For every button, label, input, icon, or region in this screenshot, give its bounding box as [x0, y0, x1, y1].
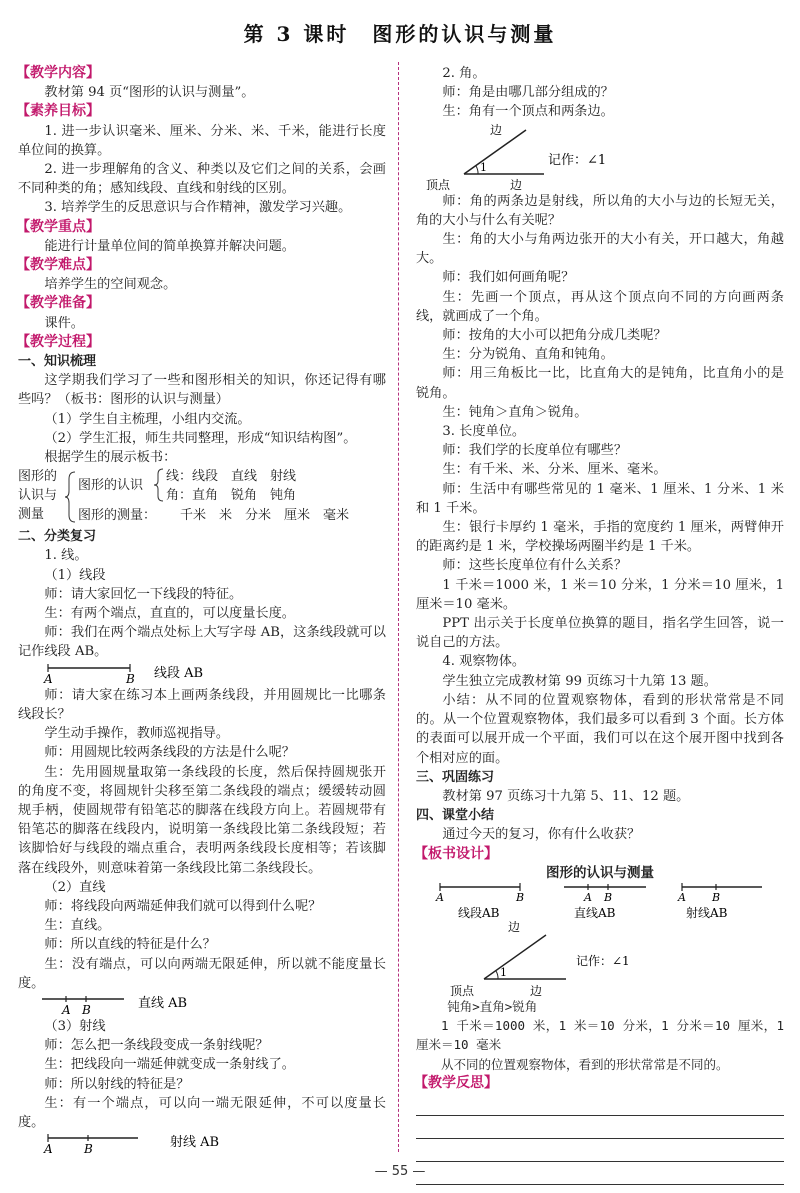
- line-2: （1）线段: [44, 567, 106, 583]
- angle-edge-bottom: 边: [510, 177, 523, 192]
- right-column: [416, 64, 784, 1185]
- r-line-24: 通过今天的复习，你有什么收获？: [442, 827, 641, 843]
- tree-branch-recognition: 图形的认识: [78, 478, 144, 494]
- brace-icon: [64, 471, 78, 523]
- board-angle-svg: [446, 921, 746, 997]
- board-order: 钝角>直角>锐角: [447, 998, 538, 1014]
- segment-ab-svg: [42, 662, 262, 686]
- goal-2: 2. 进一步理解角的含义、种类以及它们之间的关系，会画不同种类的角；感知线段、直线和射线的区别。: [18, 162, 386, 197]
- difficulty-text: 培养学生的空间观念。: [44, 277, 177, 293]
- tree-units: 千米 米 分米 厘米 毫米: [180, 508, 350, 524]
- line-17: 生：把线段向一端延伸就变成一条射线了。: [44, 1057, 295, 1073]
- para-3: （2）学生汇报，师生共同整理，形成“知识结构图”。: [44, 430, 357, 446]
- board-units: 1 千米＝1000 米，1 米＝10 分米，1 分米＝10 厘米，1 厘米＝10 毫米: [416, 1018, 784, 1053]
- section-4-title: 四、课堂小结: [416, 808, 495, 824]
- angle-edge-top: 边: [490, 122, 503, 137]
- r-line-11: 生：钝角＞直角＞锐角。: [442, 404, 588, 420]
- section-3-title: 三、巩固练习: [416, 769, 495, 785]
- tree-line-types: 线：线段 直线 射线: [166, 469, 297, 485]
- line-1: 1. 线。: [44, 548, 88, 564]
- line-6: 师：请大家在练习本上画两条线段，并用圆规比一比哪条线段长？: [18, 687, 386, 722]
- r-line-10: 师：用三角板比一比，比直角大的是钝角，比直角小的是锐角。: [416, 366, 784, 401]
- r-line-13: 师：我们学的长度单位有哪些？: [442, 443, 628, 459]
- board-seg-a: A: [436, 890, 444, 904]
- board-note: 记作：∠1: [576, 953, 630, 968]
- ray-ab-svg: [42, 1132, 262, 1156]
- r-line-3: 生：角有一个顶点和两条边。: [442, 104, 614, 120]
- ray-point-b: B: [84, 1142, 93, 1157]
- ray-label: 射线 AB: [170, 1135, 220, 1151]
- board-observe: 从不同的位置观察物体，看到的形状常常是不同的。: [441, 1056, 729, 1072]
- r-line-14: 生：有千米、米、分米、厘米、毫米。: [442, 462, 667, 478]
- r-line-22: 小结：从不同的位置观察物体，看到的形状常常是不同的。从一个位置观察物体，我们最多可以看到 3 个面。长方体的表面可以展开成一个平面，我们可以在这个展开图中找到各个相对应的面。: [416, 692, 784, 766]
- section-1-title: 一、知识梳理: [18, 354, 97, 370]
- r-line-12: 3. 长度单位。: [442, 424, 526, 440]
- line-7: 学生动手操作，教师巡视指导。: [44, 726, 230, 742]
- r-line-20: 4. 观察物体。: [442, 654, 526, 670]
- line-9: 生：先用圆规量取第一条线段的长度，然后保持圆规张开的角度不变，将圆规针尖移至第二条线段的端点；缓缓转动圆规手柄，使圆规带有铅笔芯的脚落在线段方向上。若圆规带有铅笔芯的脚落在线段内，说明第一条线段比第二条线段短；若该脚恰好与线段的端点重合，表明两条线段长度相等；若该脚落在线段外，则意味着第一条线段比第二条线段长。: [18, 764, 386, 876]
- board-line-label: 直线AB: [574, 905, 616, 920]
- para-2: （1）学生自主梳理，小组内交流。: [44, 411, 251, 427]
- line-3: 师：请大家回忆一下线段的特征。: [44, 586, 243, 602]
- heading-board: 【板书设计】: [414, 845, 498, 862]
- line-19: 生：有一个端点，可以向一端无限延伸，不可以度量长度。: [18, 1095, 386, 1130]
- tree-branch-measure: 图形的测量：: [78, 508, 157, 524]
- board-ray-a: A: [678, 890, 686, 904]
- board-angle-figure: [416, 921, 784, 997]
- angle-figure: [416, 122, 784, 192]
- para-1: 这学期我们学习了一些和图形相关的知识，你还记得有哪些吗？（板书：图形的认识与测量）: [18, 373, 386, 408]
- line-12: 生：直线。: [44, 918, 111, 934]
- line-8: 师：用圆规比较两条线段的方法是什么呢？: [44, 745, 295, 761]
- brace-small-icon: [153, 468, 165, 502]
- tree-root-line2: 认识与: [18, 488, 58, 504]
- reflection-line-3: [416, 1143, 784, 1162]
- ray-point-a: A: [44, 1142, 53, 1157]
- r-line-23: 教材第 97 页练习十九第 5、11、12 题。: [442, 788, 690, 804]
- tree-root: [18, 467, 57, 524]
- r-line-15: 师：生活中有哪些常见的 1 毫米、1 厘米、1 分米、1 米和 1 千米。: [416, 481, 784, 516]
- content-text: 教材第 94 页“图形的认识与测量”。: [44, 85, 255, 101]
- page-number: — 55 —: [374, 1164, 426, 1179]
- segment-point-a: A: [44, 671, 53, 686]
- r-line-1: 2. 角。: [442, 66, 486, 81]
- line-10: （2）直线: [44, 879, 106, 895]
- line-figure: [18, 993, 386, 1017]
- r-line-17: 师：这些长度单位有什么关系？: [442, 558, 628, 574]
- left-column: [18, 64, 386, 1156]
- r-line-6: 师：我们如何画角呢？: [442, 270, 575, 286]
- board-seg-b: B: [516, 890, 525, 904]
- r-line-19: PPT 出示关于长度单位换算的题目，指名学生回答，说一说自己的方法。: [416, 616, 784, 651]
- segment-figure: [18, 662, 386, 686]
- board-lines-figure: [416, 883, 784, 921]
- heading-key: 【教学重点】: [16, 218, 100, 235]
- angle-vertex-label: 顶点: [426, 177, 451, 192]
- tree-root-line1: 图形的: [18, 469, 58, 485]
- key-text: 能进行计量单位间的简单换算并解决问题。: [44, 238, 295, 254]
- column-divider: [398, 62, 399, 1152]
- line-point-b: B: [82, 1002, 91, 1017]
- r-line-16: 生：银行卡厚约 1 毫米，手指的宽度约 1 厘米，两臂伸开的距离约是 1 米，学校操场两圈半约是 1 千米。: [416, 520, 784, 555]
- r-line-7: 生：先画一个顶点，再从这个顶点向不同的方向画两条线，就画成了一个角。: [416, 289, 784, 324]
- line-ab-svg: [42, 993, 262, 1017]
- board-edge-bottom: 边: [530, 983, 543, 997]
- line-5: 师：我们在两个端点处标上大写字母 AB，这条线段就可以记作线段 AB。: [18, 625, 386, 660]
- r-line-18: 1 千米＝1000 米，1 米＝10 分米，1 分米＝10 厘米，1 厘米＝10 毫米。: [416, 577, 784, 612]
- tree-root-line3: 测量: [18, 507, 45, 523]
- line-point-a: A: [62, 1002, 71, 1017]
- heading-content: 【教学内容】: [16, 65, 100, 81]
- page-title: 第 3 课时 图形的认识与测量: [243, 22, 557, 46]
- angle-note: 记作：∠1: [548, 152, 607, 168]
- knowledge-tree: [18, 467, 386, 527]
- line-18: 师：所以射线的特征是？: [44, 1076, 190, 1092]
- prep-text: 课件。: [44, 315, 84, 331]
- board-ray-b: B: [712, 890, 721, 904]
- r-line-9: 生：分为锐角、直角和钝角。: [442, 347, 614, 363]
- line-11: 师：将线段向两端延伸我们就可以得到什么呢？: [44, 898, 322, 914]
- r-line-4: 师：角的两条边是射线，所以角的大小与边的长短无关，角的大小与什么有关呢？: [416, 193, 784, 228]
- board-angle-number: 1: [500, 965, 507, 979]
- heading-reflection: 【教学反思】: [414, 1074, 498, 1091]
- board-vertex: 顶点: [450, 983, 475, 997]
- board-line-a: A: [584, 890, 592, 904]
- r-line-2: 师：角是由哪几部分组成的？: [442, 85, 614, 101]
- goal-3: 3. 培养学生的反思意识与合作精神，激发学习兴趣。: [44, 200, 352, 216]
- r-line-21: 学生独立完成教材第 99 页练习十九第 13 题。: [442, 673, 717, 689]
- section-2-title: 二、分类复习: [18, 529, 97, 545]
- segment-point-b: B: [126, 671, 135, 686]
- line-14: 生：没有端点，可以向两端无限延伸，所以就不能度量长度。: [18, 956, 386, 991]
- board-title: 图形的认识与测量: [546, 864, 654, 881]
- reflection-line-2: [416, 1120, 784, 1139]
- r-line-5: 生：角的大小与角两边张开的大小有关，开口越大，角越大。: [416, 232, 784, 267]
- heading-difficulty: 【教学难点】: [16, 257, 100, 274]
- board-edge-top: 边: [508, 920, 521, 934]
- angle-svg: [424, 122, 684, 192]
- para-4: 根据学生的展示板书：: [44, 450, 177, 466]
- board-ray-label: 射线AB: [686, 905, 728, 920]
- board-seg-label: 线段AB: [458, 905, 500, 920]
- goal-1: 1. 进一步认识毫米、厘米、分米、米、千米，能进行长度单位间的换算。: [18, 123, 386, 158]
- line-4: 生：有两个端点，直直的，可以度量长度。: [44, 606, 295, 622]
- heading-goals: 【素养目标】: [16, 103, 100, 120]
- ray-figure: [18, 1132, 386, 1156]
- heading-prep: 【教学准备】: [16, 295, 100, 312]
- r-line-8: 师：按角的大小可以把角分成几类呢？: [442, 328, 667, 344]
- segment-label: 线段 AB: [154, 665, 204, 681]
- reflection-line-1: [416, 1097, 784, 1116]
- line-16: 师：怎么把一条线段变成一条射线呢？: [44, 1038, 269, 1054]
- tree-angle-types: 角：直角 锐角 钝角: [166, 488, 297, 504]
- line-15: （3）射线: [44, 1018, 106, 1034]
- board-lines-svg: [416, 883, 784, 921]
- heading-process: 【教学过程】: [16, 333, 100, 350]
- line-label: 直线 AB: [138, 995, 188, 1011]
- line-13: 师：所以直线的特征是什么？: [44, 937, 216, 953]
- board-line-b: B: [604, 890, 613, 904]
- angle-number: 1: [480, 160, 487, 174]
